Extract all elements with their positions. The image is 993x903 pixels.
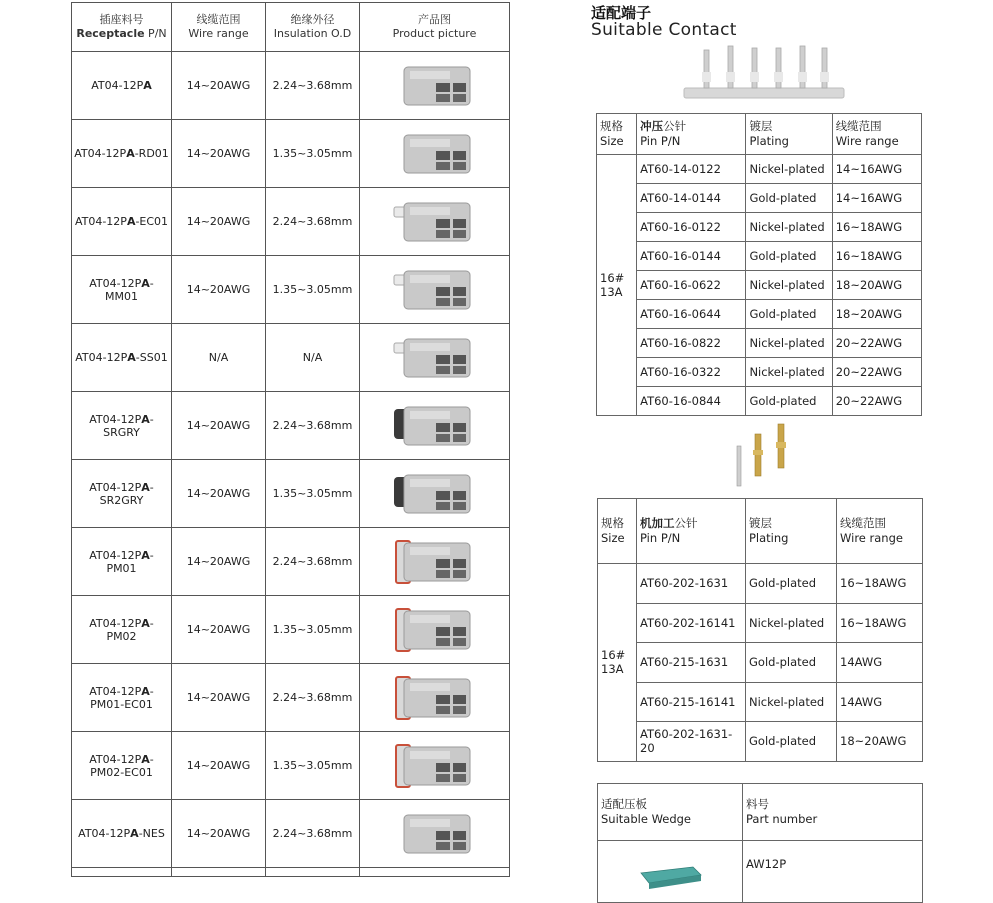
insulation-od: 2.24~3.68mm [266,800,360,868]
pin-pn: AT60-202-16141 [637,603,746,643]
table-row [597,329,922,358]
product-picture [360,596,510,664]
plating: Gold-plated [746,300,832,329]
table-header-row [598,784,923,841]
wire-range: 14~20AWG [172,52,266,120]
connector-image [390,263,480,317]
wire-range: N/A [172,324,266,392]
pin-pn: AT60-215-1631 [637,643,746,683]
plating: Nickel-plated [746,603,837,643]
table-row [598,603,923,643]
table-row [72,596,510,664]
machined-pins-image [730,420,790,490]
insulation-od: 2.24~3.68mm [266,188,360,256]
pin-pn: AT60-16-0122 [637,213,746,242]
receptacle-pn: AT04-12PA-SS01 [72,324,172,392]
product-picture [360,52,510,120]
wedge-table [597,783,923,903]
product-picture [360,664,510,732]
insulation-od: 1.35~3.05mm [266,460,360,528]
wire-range: 14AWG [837,643,923,683]
table-row [597,300,922,329]
plating: Gold-plated [746,564,837,604]
table-row-cut [72,868,510,877]
header-pin-pn: 冲压公针 Pin P/N [637,114,746,155]
table-row [597,155,922,184]
table-row [598,564,923,604]
receptacle-pn: AT04-12PA-RD01 [72,120,172,188]
wire-range: 14~20AWG [172,188,266,256]
header-size: 规格 Size [598,499,637,564]
wire-range: 18~20AWG [832,300,921,329]
plating: Nickel-plated [746,213,832,242]
plating: Gold-plated [746,387,832,416]
pin-pn: AT60-16-0822 [637,329,746,358]
product-picture [360,732,510,800]
machined-rows [598,564,923,762]
product-picture [360,528,510,596]
wire-range: 18~20AWG [837,722,923,762]
insulation-od: 2.24~3.68mm [266,664,360,732]
stamped-pin-table [596,113,922,416]
receptacle-pn: AT04-12PA- PM01-EC01 [72,664,172,732]
size-cell: 16# 13A [597,155,637,416]
wire-range: 14~20AWG [172,460,266,528]
receptacle-table [71,2,510,877]
pin-pn: AT60-14-0122 [637,155,746,184]
connector-image [390,603,480,657]
wire-range: 14~20AWG [172,392,266,460]
wire-range: 16~18AWG [837,603,923,643]
wire-range: 14~20AWG [172,528,266,596]
connector-image [390,399,480,453]
wire-range: 16~18AWG [832,242,921,271]
wire-range: 16~18AWG [832,213,921,242]
receptacle-pn: AT04-12PA- PM02-EC01 [72,732,172,800]
stamped-rows [597,155,922,416]
wire-range: 14~20AWG [172,120,266,188]
plating: Gold-plated [746,242,832,271]
header-plating: 镀层 Plating [746,114,832,155]
table-row [597,213,922,242]
wire-range: 14~20AWG [172,800,266,868]
plating: Nickel-plated [746,358,832,387]
product-picture [360,392,510,460]
machined-pin-table [597,498,923,762]
table-row [597,242,922,271]
wire-range: 14~20AWG [172,596,266,664]
stamped-pins-image [680,42,850,104]
product-picture [360,120,510,188]
insulation-od: 1.35~3.05mm [266,596,360,664]
product-picture [360,256,510,324]
table-row [597,358,922,387]
connector-image [390,195,480,249]
receptacle-pn: AT04-12PA- PM01 [72,528,172,596]
table-row [597,184,922,213]
connector-image [390,59,480,113]
table-row [72,392,510,460]
receptacle-pn: AT04-12PA-EC01 [72,188,172,256]
product-picture [360,324,510,392]
pin-pn: AT60-16-0644 [637,300,746,329]
plating: Nickel-plated [746,155,832,184]
receptacle-rows [72,52,510,877]
plating: Gold-plated [746,643,837,683]
plating: Gold-plated [746,184,832,213]
plating: Nickel-plated [746,682,837,722]
suitable-contact-title-zh: 适配端子 [591,4,652,22]
connector-image [390,331,480,385]
header-insulation-od: 绝缘外径 Insulation O.D [266,3,360,52]
pin-pn: AT60-16-0622 [637,271,746,300]
pin-pn: AT60-16-0844 [637,387,746,416]
table-row [72,324,510,392]
receptacle-pn: AT04-12PA- PM02 [72,596,172,664]
table-row [72,528,510,596]
table-header-row [597,114,922,155]
table-row [598,643,923,683]
table-row [72,256,510,324]
product-picture [360,800,510,868]
connector-image [390,467,480,521]
wire-range: 14~16AWG [832,184,921,213]
insulation-od: N/A [266,324,360,392]
receptacle-pn: AT04-12PA- SR2GRY [72,460,172,528]
table-row [72,732,510,800]
wire-range: 20~22AWG [832,329,921,358]
plating: Nickel-plated [746,329,832,358]
pin-pn: AT60-16-0144 [637,242,746,271]
table-row [72,188,510,256]
header-pin-pn: 机加工公针 Pin P/N [637,499,746,564]
table-header-row [72,3,510,52]
table-row [598,682,923,722]
insulation-od: 1.35~3.05mm [266,732,360,800]
pin-pn: AT60-202-1631 [637,564,746,604]
wire-range: 14AWG [837,682,923,722]
wire-range: 20~22AWG [832,358,921,387]
suitable-contact-title-en: Suitable Contact [591,20,737,40]
pin-pn: AT60-202-1631-20 [637,722,746,762]
connector-image [390,671,480,725]
receptacle-pn: AT04-12PA-NES [72,800,172,868]
insulation-od: 2.24~3.68mm [266,52,360,120]
table-row [598,841,923,903]
table-row [597,387,922,416]
product-picture [360,188,510,256]
plating: Nickel-plated [746,271,832,300]
pin-pn: AT60-14-0144 [637,184,746,213]
connector-image [390,127,480,181]
table-row [72,664,510,732]
table-row [72,120,510,188]
insulation-od: 1.35~3.05mm [266,256,360,324]
header-product-picture: 产品图 Product picture [360,3,510,52]
receptacle-pn: AT04-12PA [72,52,172,120]
insulation-od: 2.24~3.68mm [266,528,360,596]
connector-image [390,807,480,861]
connector-image [390,739,480,793]
table-row [598,722,923,762]
wire-range: 20~22AWG [832,387,921,416]
wire-range: 14~16AWG [832,155,921,184]
wire-range: 14~20AWG [172,732,266,800]
header-part-number: 料号 Part number [743,784,923,841]
wire-range: 14~20AWG [172,664,266,732]
wedge-image-cell [598,841,743,903]
plating: Gold-plated [746,722,837,762]
table-row [72,52,510,120]
pin-pn: AT60-16-0322 [637,358,746,387]
header-wire-range: 线缆范围 Wire range [837,499,923,564]
receptacle-pn: AT04-12PA- MM01 [72,256,172,324]
wedge-part-number: AW12P [743,841,923,903]
insulation-od: 1.35~3.05mm [266,120,360,188]
table-row [72,800,510,868]
connector-image [390,535,480,589]
table-header-row [598,499,923,564]
header-size: 规格 Size [597,114,637,155]
header-wire-range: 线缆范围 Wire range [832,114,921,155]
size-cell: 16# 13A [598,564,637,762]
header-wire-range: 线缆范围 Wire range [172,3,266,52]
wire-range: 18~20AWG [832,271,921,300]
header-plating: 镀层 Plating [746,499,837,564]
table-row [72,460,510,528]
header-receptacle-pn: 插座料号 Receptacle P/N [72,3,172,52]
product-picture [360,460,510,528]
receptacle-pn: AT04-12PA- SRGRY [72,392,172,460]
wedge-image [635,861,705,891]
pin-pn: AT60-215-16141 [637,682,746,722]
header-suitable-wedge: 适配压板 Suitable Wedge [598,784,743,841]
insulation-od: 2.24~3.68mm [266,392,360,460]
wire-range: 14~20AWG [172,256,266,324]
wire-range: 16~18AWG [837,564,923,604]
table-row [597,271,922,300]
